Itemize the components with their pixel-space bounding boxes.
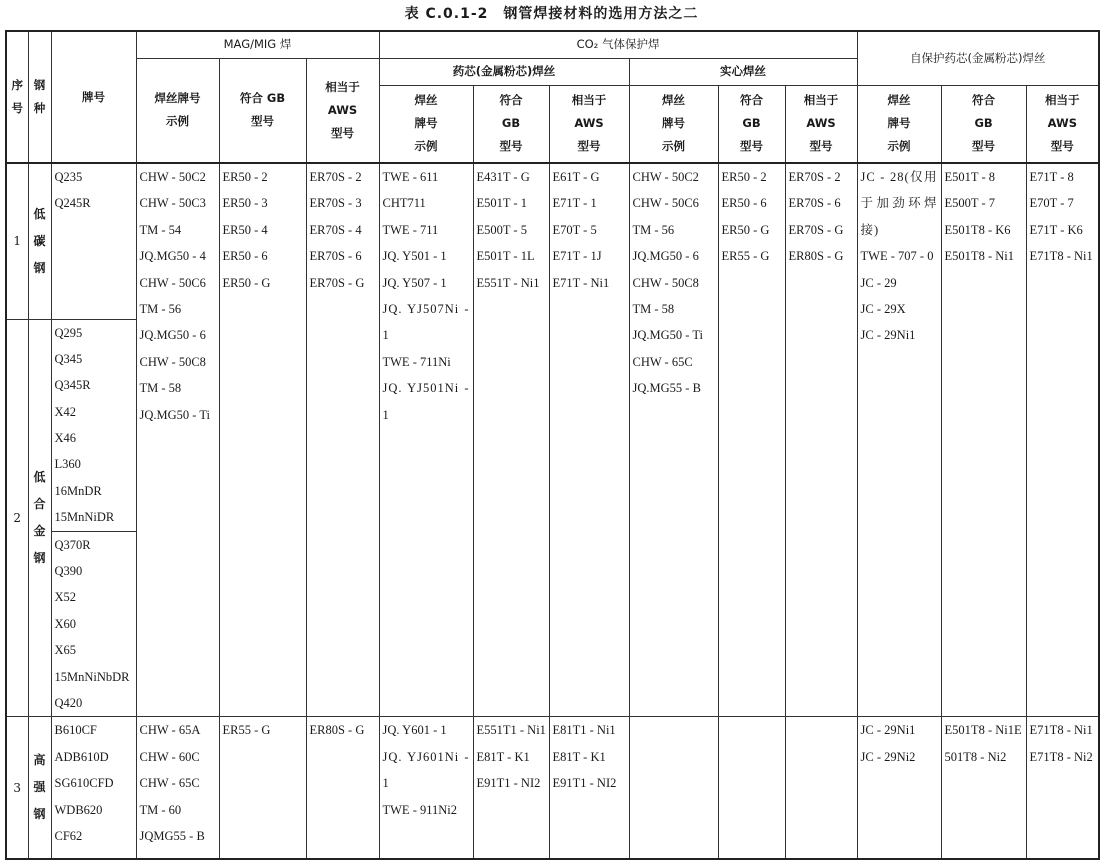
table-cell <box>1026 163 1099 717</box>
cell-text: SG610CFD <box>54 776 114 791</box>
header-col: 焊丝 牌号 示例 <box>629 85 718 163</box>
table-cell <box>629 717 718 859</box>
table-cell <box>718 163 785 717</box>
cell-text: 16MnDR <box>54 483 102 498</box>
table-row <box>6 717 1099 859</box>
header-flux-cored: 药芯(金属粉芯)焊丝 <box>379 58 629 85</box>
header-steel: 钢种 <box>28 31 51 163</box>
cell-text: JC - 29Ni1 <box>860 723 916 738</box>
table-cell <box>51 531 136 717</box>
table-cell <box>136 163 219 717</box>
cell-text: ER70S - 4 <box>309 222 362 237</box>
table-cell <box>473 163 549 717</box>
cell-text: E500T - 7 <box>944 196 996 211</box>
header-col: 相当于 AWS 型号 <box>549 85 629 163</box>
cell-text: X52 <box>54 590 77 605</box>
cell-text: ER50 - G <box>721 222 770 237</box>
cell-text: TM - 54 <box>139 222 182 237</box>
header-co2: CO₂ 气体保护焊 <box>379 31 857 58</box>
header-seq: 序号 <box>6 31 28 163</box>
cell-text: JQ.MG50 - Ti <box>632 328 704 343</box>
cell-text: X46 <box>54 431 77 446</box>
cell-text: CHW - 50C8 <box>139 354 206 369</box>
cell-text: TM - 58 <box>632 301 675 316</box>
table-cell <box>941 163 1026 717</box>
cell-text: JQ. YJ507Ni - 1 <box>382 301 470 343</box>
cell-text: JQ.MG50 - Ti <box>139 407 211 422</box>
cell-text: JQ.MG50 - 4 <box>139 249 206 264</box>
cell-text: Q245R <box>54 196 91 211</box>
cell-text: Q345R <box>54 378 91 393</box>
cell-text: TWE - 711Ni <box>382 354 451 369</box>
header-col: 相当于 AWS 型号 <box>785 85 857 163</box>
cell-text: JQMG55 - B <box>139 828 205 843</box>
header-col: 符合 GB 型号 <box>718 85 785 163</box>
steel-type-label: 低合金钢 <box>33 469 46 565</box>
table-cell <box>379 163 473 717</box>
cell-text: X60 <box>54 616 77 631</box>
cell-text: E91T1 - NI2 <box>476 776 541 791</box>
cell-text: ER50 - 3 <box>222 196 268 211</box>
cell-text: E71T8 - Ni2 <box>1029 749 1093 764</box>
steel-type-label: 低碳钢 <box>33 206 46 275</box>
cell-text: ER50 - 2 <box>222 170 268 184</box>
header-mag-mig: MAG/MIG 焊 <box>136 31 379 58</box>
table-body <box>6 163 1099 859</box>
cell-text: E81T1 - Ni1 <box>552 723 616 738</box>
cell-text: CHW - 50C6 <box>139 275 206 290</box>
cell-text: Q235 <box>54 170 83 184</box>
table-cell <box>51 163 136 319</box>
cell-text: ER50 - G <box>222 275 271 290</box>
table-cell <box>306 163 379 717</box>
welding-materials-table <box>5 30 1100 860</box>
cell-text: Q345 <box>54 351 83 366</box>
cell-text: E91T1 - NI2 <box>552 776 617 791</box>
cell-text: CHW - 50C6 <box>632 196 699 211</box>
table-cell <box>306 717 379 859</box>
table-cell <box>785 163 857 717</box>
cell-text: 501T8 - Ni2 <box>944 749 1007 764</box>
cell-text: CHW - 50C2 <box>139 170 206 184</box>
table-cell <box>473 717 549 859</box>
cell-text: JQ. YJ601Ni - 1 <box>382 749 470 791</box>
cell-text: Q420 <box>54 695 83 710</box>
cell-text: ER50 - 6 <box>222 249 268 264</box>
table-cell <box>51 717 136 859</box>
cell-text: E501T - 1 <box>476 196 527 211</box>
header-self-shielded: 自保护药芯(金属粉芯)焊丝 <box>857 31 1099 85</box>
cell-text: E70T - 5 <box>552 222 597 237</box>
table-cell <box>549 717 629 859</box>
table-title: 表 C.0.1-2 钢管焊接材料的选用方法之二 <box>404 6 699 22</box>
cell-text: E501T8 - Ni1 <box>944 249 1014 264</box>
cell-text: E551T1 - Ni1 <box>476 723 546 738</box>
cell-text: E81T - K1 <box>476 749 530 764</box>
table-cell <box>379 717 473 859</box>
table-row <box>6 163 1099 319</box>
table-cell <box>219 163 306 717</box>
cell-text: X42 <box>54 404 77 419</box>
cell-text: ER55 - G <box>222 723 271 738</box>
table-cell <box>941 717 1026 859</box>
cell-text: CF62 <box>54 828 83 843</box>
cell-text: JQ.MG50 - 6 <box>139 328 206 343</box>
header-col: 相当于 AWS 型号 <box>306 58 379 163</box>
table-cell <box>549 163 629 717</box>
cell-text: ER55 - G <box>721 249 770 264</box>
cell-text: ER70S - 6 <box>788 196 841 211</box>
cell-text: E500T - 5 <box>476 222 527 237</box>
cell-text: TWE - 707 - 0 <box>860 249 934 264</box>
cell-text: TM - 60 <box>139 802 182 817</box>
cell-text: JQ. Y507 - 1 <box>382 275 447 290</box>
cell-text: E71T - 1J <box>552 249 602 264</box>
table-cell <box>136 717 219 859</box>
cell-text: JC - 28(仅用于加劲环焊接) <box>860 170 938 237</box>
cell-text: JC - 29Ni1 <box>860 328 916 343</box>
table-cell <box>857 163 941 717</box>
cell-text: TWE - 611 <box>382 170 439 184</box>
cell-text: E71T - 1 <box>552 196 597 211</box>
cell-text: ER70S - 6 <box>309 249 362 264</box>
cell-text: CHW - 50C8 <box>632 275 699 290</box>
cell-text: E71T8 - Ni1 <box>1029 249 1093 264</box>
table-cell <box>857 717 941 859</box>
cell-text: ER80S - G <box>309 723 365 738</box>
cell-text: E70T - 7 <box>1029 196 1074 211</box>
cell-text: E501T - 1L <box>476 249 535 264</box>
cell-text: CHW - 50C2 <box>632 170 699 184</box>
cell-text: ER50 - 6 <box>721 196 767 211</box>
header-col: 相当于 AWS 型号 <box>1026 85 1099 163</box>
cell-text: E71T - 8 <box>1029 170 1074 184</box>
header-col: 焊丝牌号 示例 <box>136 58 219 163</box>
cell-text: CHW - 65C <box>139 776 200 791</box>
cell-text: TM - 58 <box>139 381 182 396</box>
cell-text: CHW - 50C3 <box>139 196 206 211</box>
header-col: 焊丝 牌号 示例 <box>379 85 473 163</box>
cell-text: 15MnNiDR <box>54 510 115 525</box>
steel-type-label: 高强钢 <box>33 753 46 822</box>
cell-text: L360 <box>54 457 81 472</box>
cell-text: JC - 29 <box>860 275 897 290</box>
cell-text: E71T8 - Ni1 <box>1029 723 1093 738</box>
cell-text: Q370R <box>54 537 91 552</box>
cell-text: E71T - Ni1 <box>552 275 610 290</box>
cell-text: ER50 - 2 <box>721 170 767 184</box>
table-cell <box>219 717 306 859</box>
cell-text: 15MnNiNbDR <box>54 669 130 684</box>
cell-text: ER70S - 3 <box>309 196 362 211</box>
cell-text: JQ.MG50 - 6 <box>632 249 699 264</box>
table-cell <box>51 319 136 531</box>
cell-text: E501T8 - K6 <box>944 222 1011 237</box>
header-col: 符合 GB 型号 <box>941 85 1026 163</box>
cell-text: CHW - 65C <box>632 354 693 369</box>
cell-text: CHT711 <box>382 196 426 211</box>
cell-text: E81T - K1 <box>552 749 606 764</box>
cell-text: ER70S - 2 <box>309 170 362 184</box>
header-col: 焊丝 牌号 示例 <box>857 85 941 163</box>
table-cell <box>1026 717 1099 859</box>
cell-text: JQ. YJ501Ni - 1 <box>382 381 470 422</box>
cell-text: JC - 29Ni2 <box>860 749 916 764</box>
steel-type <box>28 163 51 319</box>
cell-text: ER70S - G <box>788 222 844 237</box>
cell-text: JQ.MG55 - B <box>632 381 701 396</box>
table-cell <box>629 163 718 717</box>
cell-text: B610CF <box>54 723 97 738</box>
cell-text: ER70S - G <box>309 275 365 290</box>
header-solid-wire: 实心焊丝 <box>629 58 857 85</box>
cell-text: JQ. Y601 - 1 <box>382 723 447 738</box>
cell-text: WDB620 <box>54 802 103 817</box>
cell-text: E61T - G <box>552 170 600 184</box>
header-grade: 牌号 <box>51 31 136 163</box>
seq-number: 1 <box>6 163 28 319</box>
cell-text: E431T - G <box>476 170 530 184</box>
cell-text: JQ. Y501 - 1 <box>382 249 447 264</box>
cell-text: ADB610D <box>54 749 109 764</box>
cell-text: E551T - Ni1 <box>476 275 540 290</box>
cell-text: JC - 29X <box>860 302 906 316</box>
cell-text: ER70S - 2 <box>788 170 841 184</box>
header-col: 符合 GB 型号 <box>473 85 549 163</box>
table-cell <box>785 717 857 859</box>
cell-text: X65 <box>54 643 77 658</box>
cell-text: E71T - K6 <box>1029 222 1083 237</box>
cell-text: Q390 <box>54 564 83 579</box>
cell-text: E501T - 8 <box>944 170 996 184</box>
steel-type <box>28 717 51 859</box>
cell-text: CHW - 65A <box>139 723 201 738</box>
cell-text: TWE - 911Ni2 <box>382 802 458 817</box>
cell-text: Q295 <box>54 325 83 340</box>
cell-text: E501T8 - Ni1E <box>944 723 1022 738</box>
seq-number: 2 <box>6 319 28 717</box>
cell-text: ER50 - 4 <box>222 222 268 237</box>
cell-text: TWE - 711 <box>382 222 439 237</box>
seq-number: 3 <box>6 717 28 859</box>
cell-text: ER80S - G <box>788 249 844 264</box>
header-col: 符合 GB 型号 <box>219 58 306 163</box>
cell-text: TM - 56 <box>632 222 675 237</box>
table-cell <box>718 717 785 859</box>
steel-type <box>28 319 51 717</box>
cell-text: CHW - 60C <box>139 749 200 764</box>
cell-text: TM - 56 <box>139 301 182 316</box>
